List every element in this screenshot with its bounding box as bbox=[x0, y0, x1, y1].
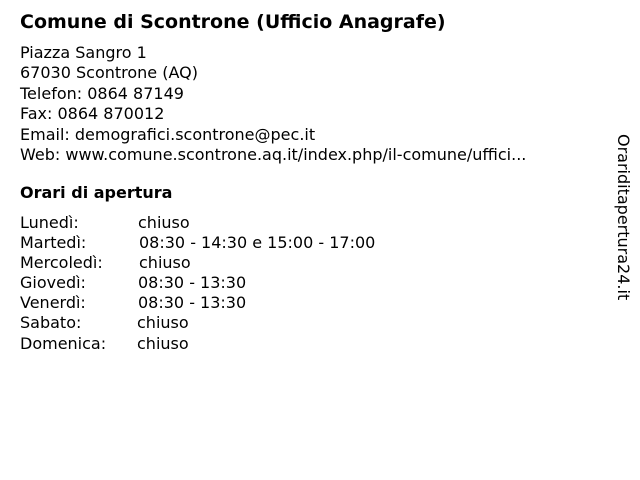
day-label: Mercoledì: bbox=[20, 253, 103, 273]
day-label: Domenica: bbox=[20, 333, 107, 353]
fax-line: Fax: 0864 870012 bbox=[20, 104, 165, 124]
site-watermark-text: Orariditapertura24.it bbox=[614, 134, 633, 301]
day-hours: 08:30 - 13:30 bbox=[138, 273, 247, 293]
day-label: Venerdì: bbox=[20, 293, 86, 313]
contact-info bbox=[20, 43, 526, 165]
day-hours: chiuso bbox=[139, 253, 191, 273]
address-line: Piazza Sangro 1 bbox=[20, 43, 147, 62]
city-line: 67030 Scontrone (AQ) bbox=[20, 63, 198, 83]
day-hours: chiuso bbox=[138, 213, 190, 232]
day-hours: 08:30 - 14:30 e 15:00 - 17:00 bbox=[139, 233, 376, 253]
day-hours: chiuso bbox=[137, 313, 189, 333]
office-title: Comune di Scontrone (Ufficio Anagrafe) bbox=[20, 11, 446, 33]
day-hours: chiuso bbox=[137, 333, 189, 353]
opening-hours-heading: Orari di apertura bbox=[20, 183, 173, 202]
day-hours: 08:30 - 13:30 bbox=[138, 293, 247, 313]
day-label: Giovedì: bbox=[20, 273, 86, 293]
day-label: Sabato: bbox=[20, 313, 82, 333]
web-line: Web: www.comune.scontrone.aq.it/index.php/il-comune/uffici... bbox=[20, 144, 527, 164]
site-watermark bbox=[614, 134, 636, 310]
day-label: Lunedì: bbox=[20, 213, 79, 232]
phone-line: Telefon: 0864 87149 bbox=[20, 83, 184, 103]
email-line: Email: demografici.scontrone@pec.it bbox=[20, 124, 316, 144]
day-label: Martedì: bbox=[20, 233, 87, 253]
